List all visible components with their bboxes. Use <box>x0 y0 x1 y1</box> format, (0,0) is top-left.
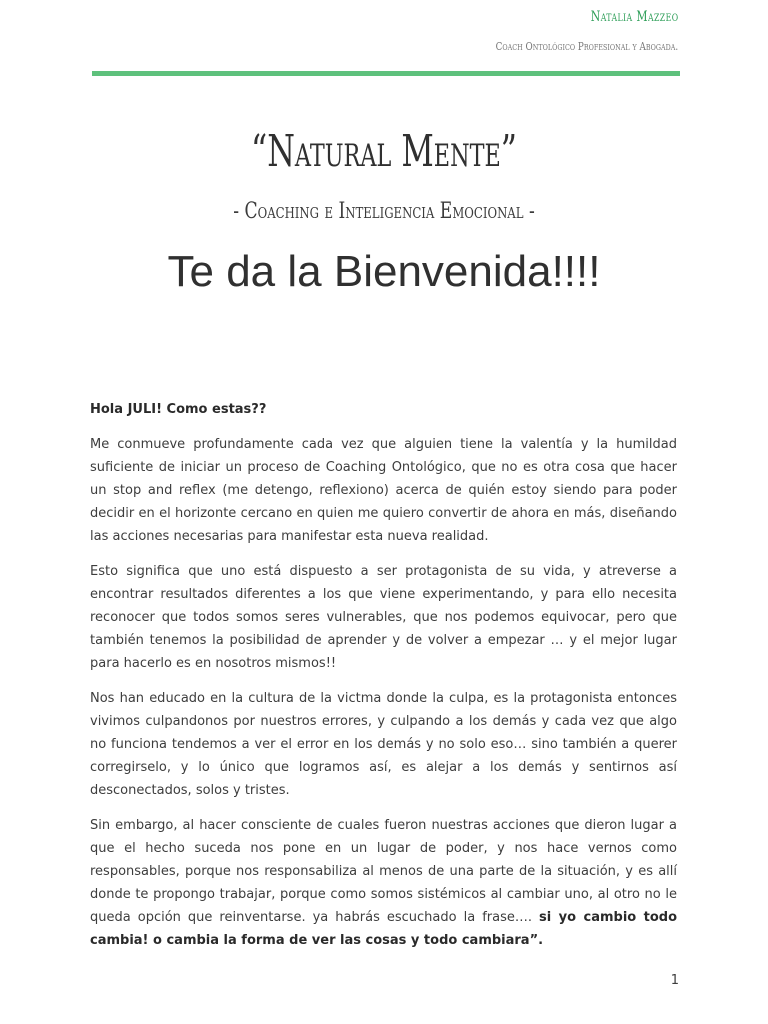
greeting: Hola JULI! Como estas?? <box>90 402 267 417</box>
header-divider <box>92 71 680 76</box>
author-name: Natalia Mazzeo <box>590 9 678 25</box>
paragraph: Esto significa que uno está dispuesto a ser protagonista de su vida, y atreverse a encontrar resultados diferentes a los que viene experimentando, y para ello necesita reconocer que todos somos seres vulnerables, que nos podemos equivocar, pero que también tenemos la posibilidad de aprender y de volver a empezar … y el mejor lugar para hacerlo es en nosotros mismos!! <box>90 564 677 671</box>
closing-quote: si yo cambio todo cambia! o cambia la forma de ver las cosas y todo cambiara”. <box>90 910 678 948</box>
document-title: “Natural Mente” <box>251 126 517 177</box>
letter-body <box>90 398 677 964</box>
welcome-heading: Te da la Bienvenida!!!! <box>167 247 601 296</box>
author-role: Coach Ontológico Profesional y Abogada. <box>495 40 678 53</box>
document-subtitle: - Coaching e Inteligencia Emocional - <box>233 199 535 224</box>
paragraph: Me conmueve profundamente cada vez que alguien tiene la valentía y la humildad suficiente de iniciar un proceso de Coaching Ontológico, que no es otra cosa que hacer un stop and reflex (me detengo, reflexiono) acerca de quién estoy siendo para poder decidir en el horizonte cercano en quien me quiero convertir de ahora en más, diseñando las acciones necesarias para manifestar esta nueva realidad. <box>90 437 677 544</box>
closing-paragraph <box>90 814 677 952</box>
paragraph: Nos han educado en la cultura de la victma donde la culpa, es la protagonista entonces vivimos culpandonos por nuestros errores, y culpando a los demás y cada vez que algo no funciona tendemos a ver el error en los demás y no solo eso… sino también a querer corregirselo, y lo único que logramos así, es alejar a los demás y sentirnos así desconectados, solos y tristes. <box>90 691 677 798</box>
closing-paragraph-text: Sin embargo, al hacer consciente de cuales fueron nuestras acciones que dieron lugar a que el hecho suceda nos pone en un lugar de poder, y nos hace vernos como responsables, porque nos responsabiliza al menos de una parte de la situación, y es allí donde te propongo trabajar, porque como somos sistémicos al cambiar uno, al otro no le queda opción que reinventarse. ya habrás escuchado la frase…. <box>90 818 677 925</box>
page-number: 1 <box>670 973 679 988</box>
